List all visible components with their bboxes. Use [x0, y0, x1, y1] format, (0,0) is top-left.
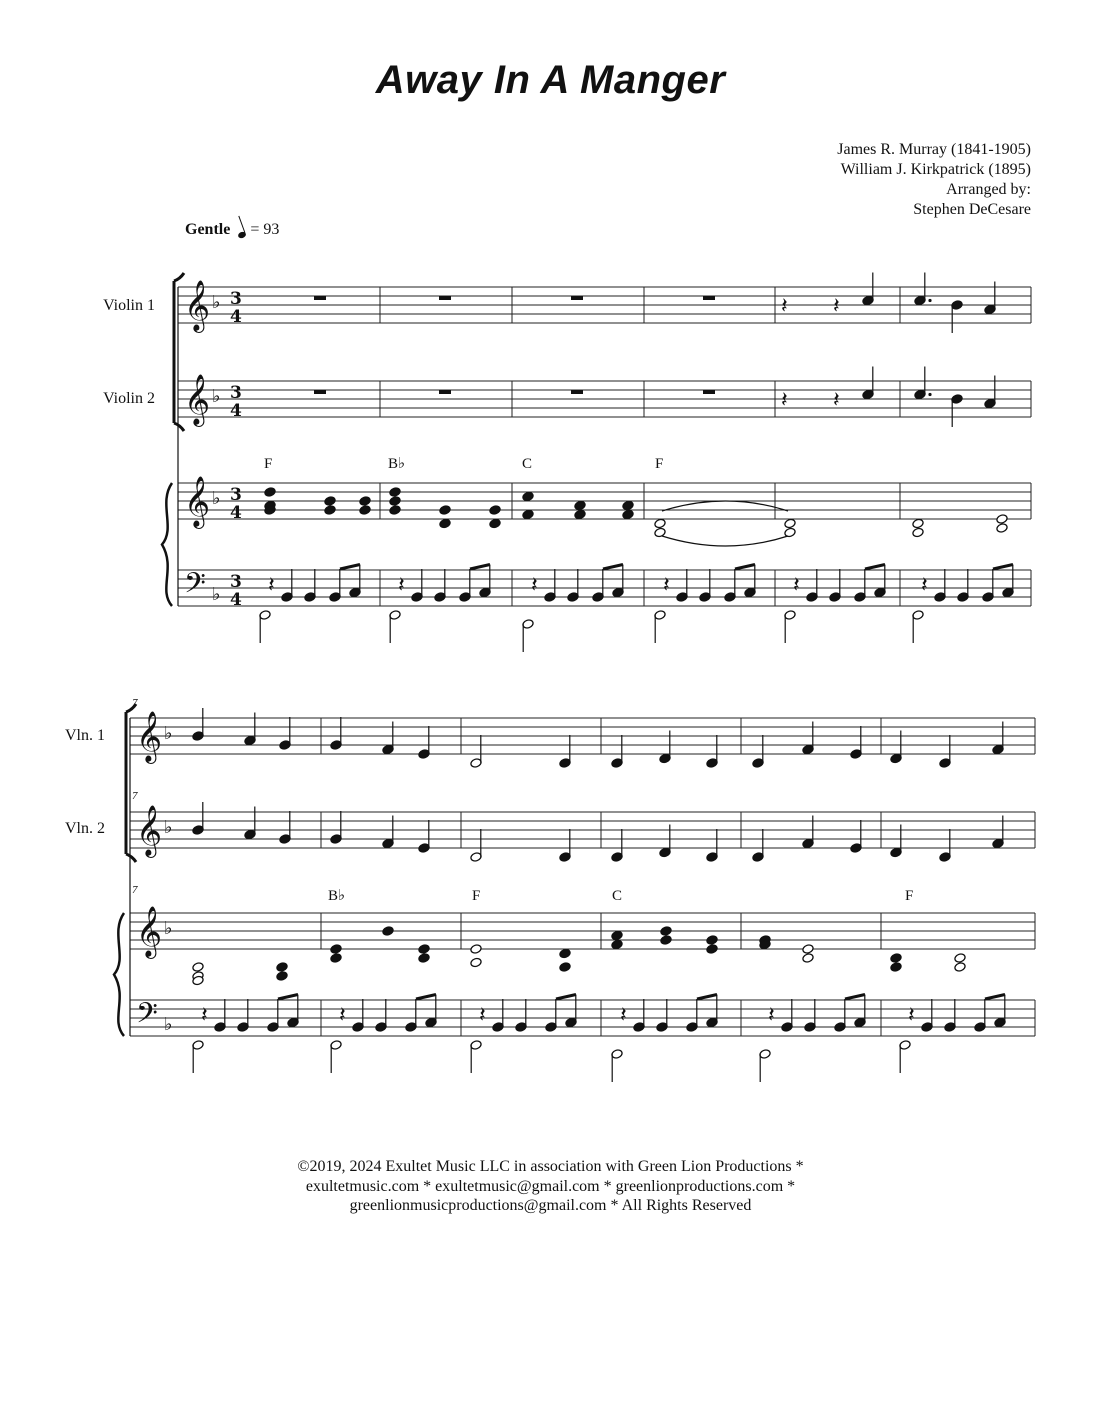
- instrument-label-violin2: Violin 2: [103, 390, 155, 407]
- whole-rest: [439, 390, 451, 394]
- instrument-label-violin1: Violin 1: [103, 297, 155, 314]
- time-signature-top: 3: [230, 383, 242, 403]
- note-head: [912, 527, 924, 538]
- whole-rest: [703, 296, 715, 300]
- quarter-rest: 𝄽: [921, 573, 928, 598]
- note-head: [912, 518, 924, 529]
- copyright-line: greenlionmusicproductions@gmail.com * All Rights Reserved: [349, 1197, 752, 1214]
- note-head: [622, 509, 634, 520]
- quarter-rest: 𝄽: [781, 294, 788, 319]
- note-head: [660, 926, 672, 937]
- quarter-rest: 𝄽: [781, 388, 788, 413]
- beam: [865, 565, 885, 570]
- note-head: [330, 953, 342, 964]
- note-head: [890, 953, 902, 964]
- copyright-line: ©2019, 2024 Exultet Music LLC in association with Green Lion Productions *: [297, 1158, 804, 1175]
- composer-credit: William J. Kirkpatrick (1895): [840, 161, 1031, 178]
- flat-icon: ♭: [212, 292, 221, 313]
- arranged-by-label: Arranged by:: [946, 181, 1031, 198]
- treble-clef-icon: 𝄞: [184, 374, 211, 425]
- note-head: [389, 487, 401, 498]
- time-signature-bottom: 4: [230, 590, 242, 610]
- chord-symbol: F: [264, 456, 273, 472]
- time-signature-top: 3: [230, 572, 242, 592]
- whole-rest: [571, 296, 583, 300]
- note-head: [324, 496, 336, 507]
- lyricist-credit: James R. Murray (1841-1905): [837, 141, 1031, 158]
- quarter-rest: 𝄽: [620, 1003, 627, 1028]
- dot: [928, 299, 931, 302]
- quarter-rest: 𝄽: [479, 1003, 486, 1028]
- quarter-rest: 𝄽: [663, 573, 670, 598]
- quarter-rest: 𝄽: [833, 388, 840, 413]
- measure-number: 7: [132, 884, 138, 896]
- note-head: [802, 944, 814, 955]
- note-head: [611, 930, 623, 941]
- note-head: [706, 944, 718, 955]
- copyright-notice: [0, 1157, 1101, 1216]
- bass-clef-icon: 𝄢: [184, 567, 206, 607]
- chord-symbol: F: [905, 888, 914, 904]
- piano-brace: [114, 913, 124, 1036]
- whole-rest: [314, 296, 326, 300]
- chord-symbol: B♭: [388, 456, 406, 472]
- tempo-word: Gentle: [185, 221, 231, 238]
- time-signature-bottom: 4: [230, 401, 242, 421]
- flat-icon: ♭: [164, 723, 173, 744]
- whole-rest: [703, 390, 715, 394]
- dot: [928, 393, 931, 396]
- quarter-rest: 𝄽: [908, 1003, 915, 1028]
- beam: [340, 565, 360, 570]
- note-head: [954, 962, 966, 973]
- time-signature-top: 3: [230, 485, 242, 505]
- quarter-rest: 𝄽: [833, 294, 840, 319]
- copyright-line: exultetmusic.com * exultetmusic@gmail.com * greenlionproductions.com *: [305, 1177, 796, 1195]
- time-signature-bottom: 4: [230, 503, 242, 523]
- note-head: [996, 514, 1008, 525]
- whole-rest: [314, 390, 326, 394]
- beam: [278, 995, 298, 1000]
- note-head: [489, 518, 501, 529]
- note-head: [264, 487, 276, 498]
- flat-icon: ♭: [164, 817, 173, 838]
- beam: [735, 565, 755, 570]
- measure-number: 7: [132, 697, 138, 709]
- note-head: [996, 523, 1008, 534]
- whole-rest: [439, 296, 451, 300]
- quarter-rest: 𝄽: [768, 1003, 775, 1028]
- note-head: [660, 935, 672, 946]
- note-head: [470, 944, 482, 955]
- note-head: [559, 948, 571, 959]
- note-head: [330, 944, 342, 955]
- bass-clef-icon: 𝄢: [136, 997, 158, 1037]
- note-head: [418, 944, 430, 955]
- quarter-rest: 𝄽: [398, 573, 405, 598]
- instrument-label-vln1: Vln. 1: [65, 727, 105, 744]
- note-head: [802, 953, 814, 964]
- note-head: [574, 509, 586, 520]
- page-title: Away In A Manger: [375, 58, 726, 102]
- note-head: [276, 971, 288, 982]
- chord-symbol: C: [522, 456, 533, 472]
- chord-symbol: C: [612, 888, 623, 904]
- flat-icon: ♭: [164, 1014, 173, 1035]
- flat-icon: ♭: [212, 584, 221, 605]
- note-head: [654, 518, 666, 529]
- beam: [845, 995, 865, 1000]
- beam: [603, 565, 623, 570]
- note-head: [192, 962, 204, 973]
- treble-clef-icon: 𝄞: [136, 805, 163, 856]
- note-head: [359, 505, 371, 516]
- note-head: [418, 953, 430, 964]
- chord-symbol: B♭: [328, 888, 346, 904]
- note-head: [439, 518, 451, 529]
- ensemble-bracket: [174, 273, 184, 431]
- measure-number: 7: [132, 790, 138, 802]
- note-head: [324, 505, 336, 516]
- beam: [556, 995, 576, 1000]
- instrument-label-vln2: Vln. 2: [65, 820, 105, 837]
- note-head: [439, 505, 451, 516]
- note-head: [522, 509, 534, 520]
- note-head: [359, 496, 371, 507]
- ensemble-bracket: [126, 704, 136, 862]
- note-head: [574, 500, 586, 511]
- beam: [697, 995, 717, 1000]
- beam: [416, 995, 436, 1000]
- note-head: [706, 935, 718, 946]
- quarter-rest: 𝄽: [268, 573, 275, 598]
- note-head: [611, 939, 623, 950]
- chord-symbol: F: [472, 888, 481, 904]
- note-head: [389, 505, 401, 516]
- quarter-rest: 𝄽: [201, 1003, 208, 1028]
- flat-icon: ♭: [164, 918, 173, 939]
- note-head: [470, 957, 482, 968]
- note-head: [276, 962, 288, 973]
- tempo-bpm: = 93: [250, 221, 280, 238]
- note-head: [622, 500, 634, 511]
- note-head: [489, 505, 501, 516]
- treble-clef-icon: 𝄞: [136, 711, 163, 762]
- piano-brace: [162, 483, 172, 606]
- quarter-rest: 𝄽: [531, 573, 538, 598]
- note-head: [389, 496, 401, 507]
- tie: [662, 536, 788, 546]
- note-head: [890, 962, 902, 973]
- chord-symbol: F: [655, 456, 664, 472]
- note-head: [522, 491, 534, 502]
- note-head: [382, 926, 394, 937]
- treble-clef-icon: 𝄞: [184, 280, 211, 331]
- quarter-rest: 𝄽: [793, 573, 800, 598]
- note-head: [559, 962, 571, 973]
- flat-icon: ♭: [212, 488, 221, 509]
- time-signature-bottom: 4: [230, 307, 242, 327]
- flat-icon: ♭: [212, 386, 221, 407]
- beam: [985, 995, 1005, 1000]
- beam: [470, 565, 490, 570]
- beam: [993, 565, 1013, 570]
- time-signature-top: 3: [230, 289, 242, 309]
- treble-clef-icon: 𝄞: [184, 476, 211, 527]
- arranger-name: Stephen DeCesare: [913, 201, 1031, 218]
- note-head: [954, 953, 966, 964]
- quarter-rest: 𝄽: [339, 1003, 346, 1028]
- note-head: [784, 518, 796, 529]
- whole-rest: [571, 390, 583, 394]
- treble-clef-icon: 𝄞: [136, 906, 163, 957]
